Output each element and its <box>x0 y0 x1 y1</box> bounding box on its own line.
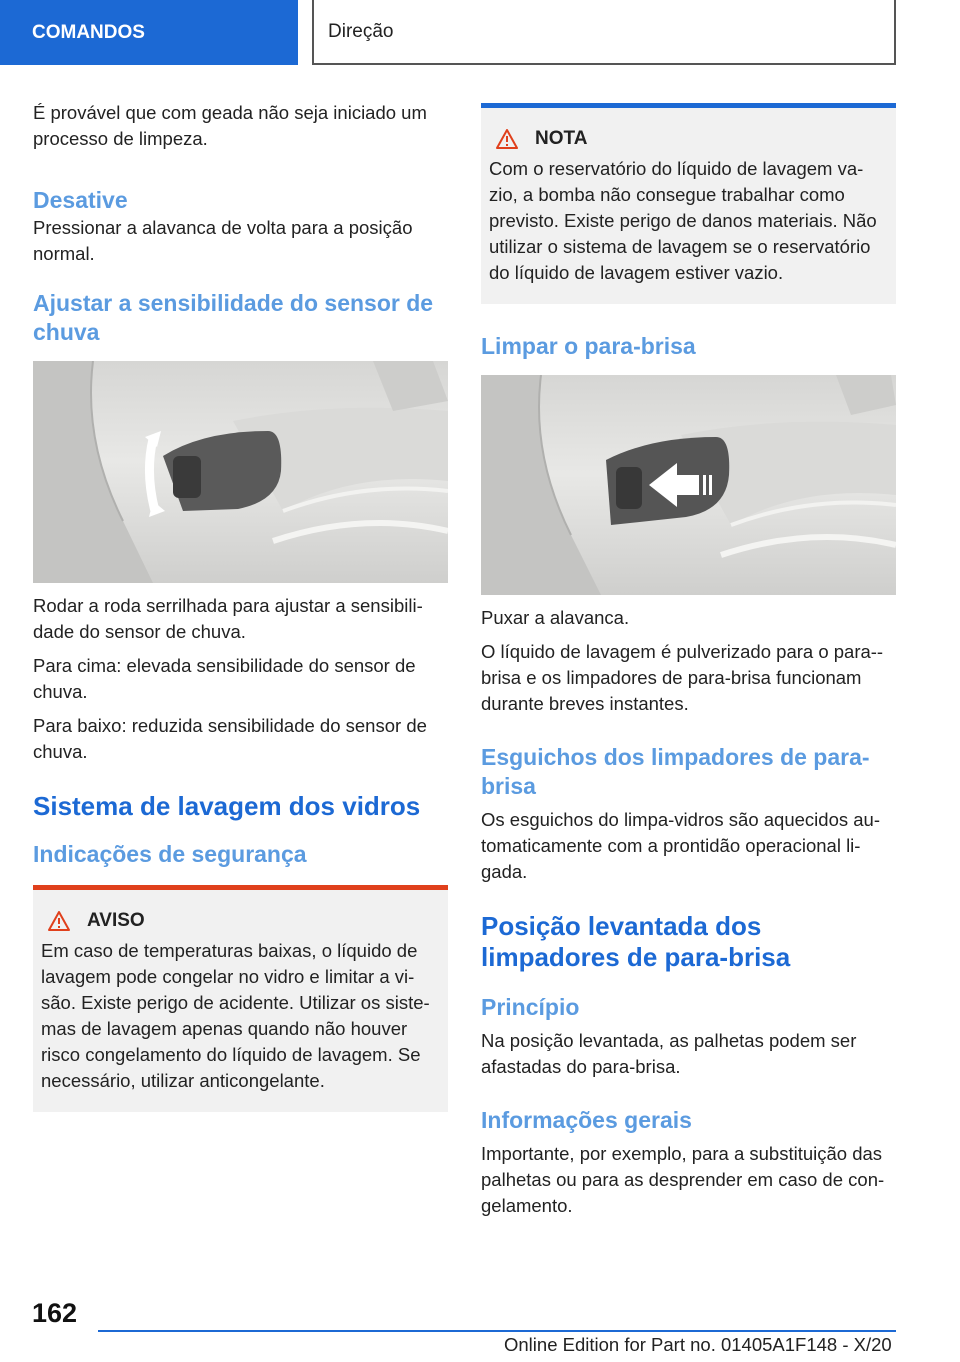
paragraph: Pressionar a alavanca de volta para a posição normal. <box>33 217 413 264</box>
pull-lever-illustration <box>481 375 896 595</box>
warning-box <box>33 885 448 1112</box>
paragraph: É provável que com geada não seja iniciado um processo de limpeza. <box>33 102 427 149</box>
warning-title: AVISO <box>41 910 440 932</box>
note-triangle-icon <box>495 128 519 150</box>
lever-illustration <box>33 361 448 583</box>
paragraph: Puxar a alavanca. <box>481 607 630 628</box>
left-column <box>33 100 448 1112</box>
paragraph: Importante, por exemplo, para a substituição das palhetas ou para as desprender em caso de con-gelamento. <box>481 1143 885 1216</box>
paragraph: Na posição levantada, as palhetas podem ser afastadas do para-brisa. <box>481 1030 857 1077</box>
section-label: COMANDOS <box>32 21 145 43</box>
heading-desative: Desative <box>33 187 128 213</box>
heading-safety: Indicações de segurança <box>33 841 307 867</box>
paragraph: Os esguichos do limpa-vidros são aquecidos au-tomaticamente com a prontidão operacional li-gada. <box>481 809 880 882</box>
heading-general-info: Informações gerais <box>481 1107 692 1133</box>
edition-footer[interactable]: Online Edition for Part no. 01405A1F148 - X/20 <box>504 1334 892 1355</box>
right-column <box>481 103 896 1227</box>
note-text: Com o reservatório do líquido de lavagem va-zio, a bomba não consegue trabalhar como previsto. Existe perigo de danos materiais. Não utilizar o sistema de lavagem se o reservatório do líquido de lavagem estiver vazio. <box>489 158 877 283</box>
heading-sensor-sensitivity: Ajustar a sensibilidade do sensor de chuva <box>33 290 434 345</box>
footer-divider <box>98 1330 896 1332</box>
heading-principle: Princípio <box>481 994 580 1020</box>
warning-text: Em caso de temperaturas baixas, o líquido de lavagem pode congelar no vidro e limitar a vi-são. Existe perigo de acidente. Utilizar os siste-mas de lavagem apenas quando não houver risco congelamento do líquido de lavagem. Se necessário, utilizar anticongelante. <box>41 940 430 1091</box>
paragraph: Para baixo: reduzida sensibilidade do sensor de chuva. <box>33 715 427 762</box>
section-tab[interactable] <box>0 0 298 65</box>
warning-triangle-icon <box>47 910 71 932</box>
windshield-washer-lever-image <box>481 375 896 595</box>
rain-sensor-lever-image <box>33 361 448 583</box>
heading-nozzles: Esguichos dos limpadores de para-brisa <box>481 744 870 799</box>
page-number: 162 <box>32 1298 78 1328</box>
heading-washing-system: Sistema de lavagem dos vidros <box>33 791 421 821</box>
heading-clean-windshield: Limpar o para-brisa <box>481 333 696 359</box>
note-title: NOTA <box>489 128 888 150</box>
paragraph: Para cima: elevada sensibilidade do sensor de chuva. <box>33 655 416 702</box>
paragraph: O líquido de lavagem é pulverizado para o para--brisa e os limpadores de para-brisa funcionam durante breves instantes. <box>481 641 884 714</box>
chapter-header <box>312 0 896 65</box>
note-box <box>481 103 896 304</box>
paragraph: Rodar a roda serrilhada para ajustar a sensibili-dade do sensor de chuva. <box>33 595 423 642</box>
heading-raised-position: Posição levantada dos limpadores de para-brisa <box>481 911 791 972</box>
chapter-title: Direção <box>328 20 394 42</box>
